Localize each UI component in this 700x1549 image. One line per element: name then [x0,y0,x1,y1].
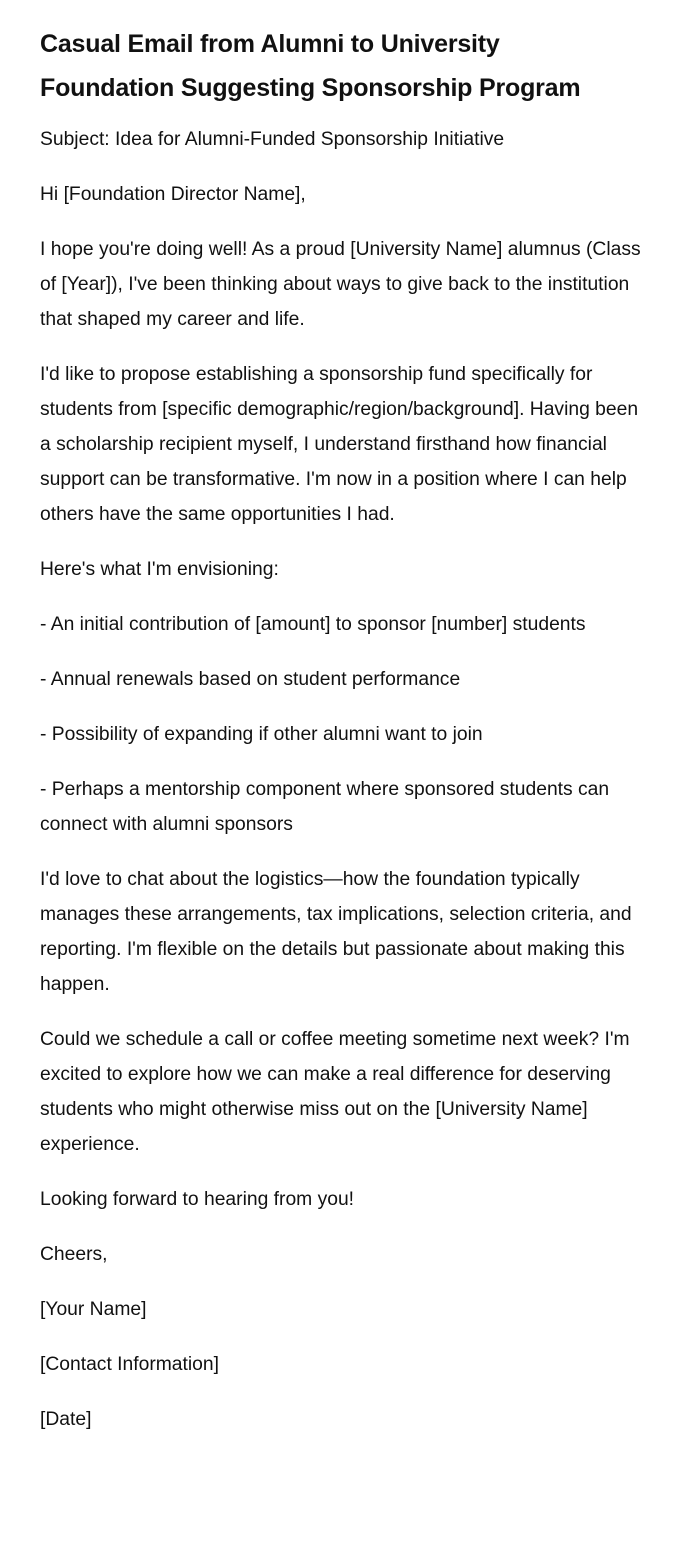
email-signoff: Cheers, [40,1244,108,1265]
signature-contact: [Contact Information] [40,1354,219,1375]
body-paragraph-envisioning: Here's what I'm envisioning: [40,559,279,580]
signature-date: [Date] [40,1409,92,1430]
list-item-mentorship: - Perhaps a mentorship component where sponsored students can connect with alumni sponsors [40,779,610,835]
document-title: Casual Email from Alumni to University Foundation Suggesting Sponsorship Program [40,30,581,102]
list-item-expansion: - Possibility of expanding if other alumni want to join [40,724,483,745]
body-paragraph-meeting: Could we schedule a call or coffee meeting sometime next week? I'm excited to explore how we can make a real difference for deserving students who might otherwise miss out on the [University Name] experience. [40,1029,630,1155]
body-paragraph-intro: I hope you're doing well! As a proud [University Name] alumnus (Class of [Year]), I've been thinking about ways to give back to the institution that shaped my career and life. [40,239,641,330]
body-paragraph-proposal: I'd like to propose establishing a sponsorship fund specifically for students from [specific demographic/region/background]. Having been a scholarship recipient myself, I understand firsthand how financial support can be transformative. I'm now in a position where I can help others have the same opportunities I had. [40,364,639,525]
body-paragraph-looking-forward: Looking forward to hearing from you! [40,1189,355,1210]
signature-name: [Your Name] [40,1299,147,1320]
list-item-renewals: - Annual renewals based on student performance [40,669,461,690]
body-paragraph-logistics: I'd love to chat about the logistics—how the foundation typically manages these arrangements, tax implications, selection criteria, and reporting. I'm flexible on the details but passionate about making this happen. [40,869,632,995]
email-greeting: Hi [Foundation Director Name], [40,184,306,205]
email-subject: Subject: Idea for Alumni-Funded Sponsorship Initiative [40,129,505,150]
list-item-contribution: - An initial contribution of [amount] to sponsor [number] students [40,614,586,635]
